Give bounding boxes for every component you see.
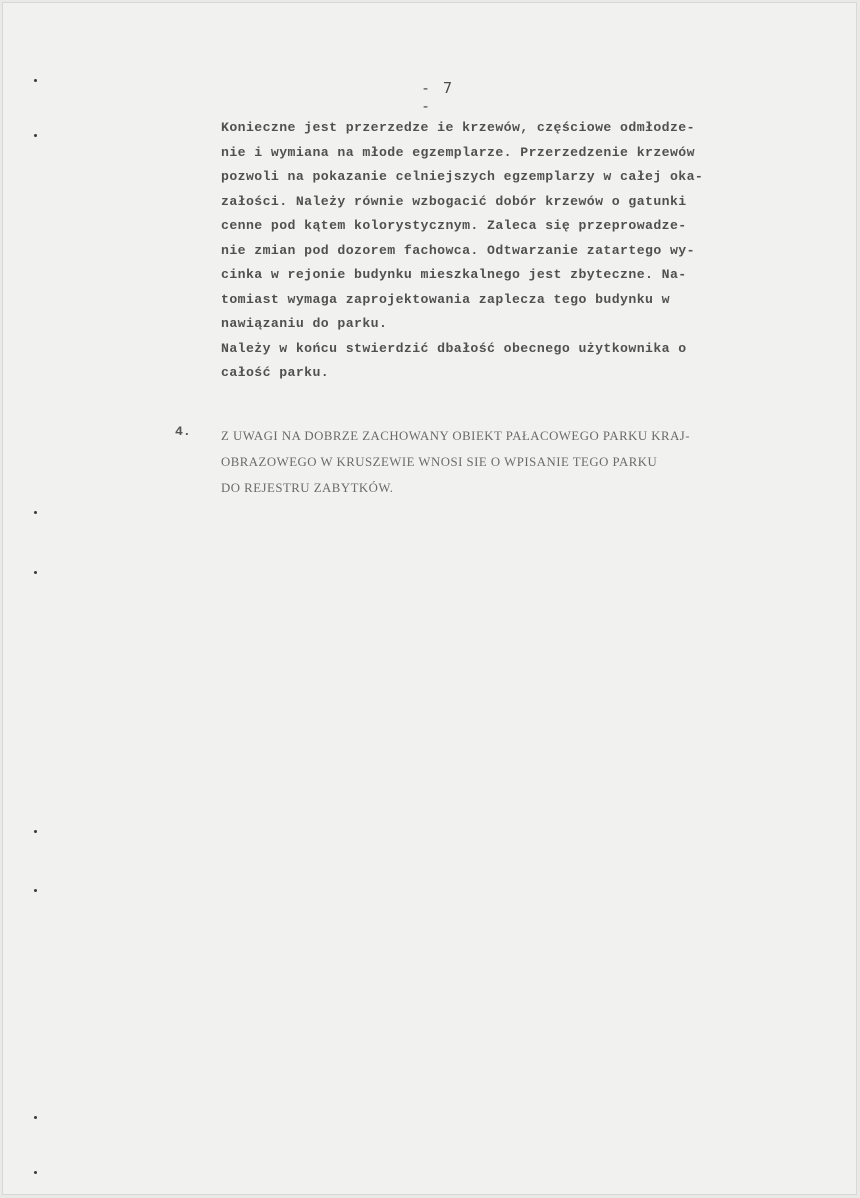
margin-dot xyxy=(34,571,37,574)
text-line: DO REJESTRU ZABYTKÓW. xyxy=(221,481,394,495)
document-page xyxy=(2,2,857,1195)
item-text xyxy=(221,423,846,501)
text-line: tomiast wymaga zaprojektowania zaplecza tego budynku w xyxy=(221,291,670,307)
text-line: całość parku. xyxy=(221,365,330,380)
item-number: 4. xyxy=(175,424,191,439)
margin-dot xyxy=(34,830,37,833)
text-line: cenne pod kątem kolorystycznym. Zaleca się przeprowadze- xyxy=(221,218,687,233)
text-line: Z UWAGI NA DOBRZE ZACHOWANY OBIEKT PAŁACOWEGO PARKU KRAJ- xyxy=(221,429,691,443)
section-text xyxy=(221,116,846,386)
text-line: nie i wymiana na młode egzemplarze. Przerzedzenie krzewów xyxy=(221,144,695,160)
margin-dot xyxy=(34,134,37,137)
text-line: Należy w końcu stwierdzić dbałość obecnego użytkownika o xyxy=(221,340,687,356)
text-line: pozwoli na pokazanie celniejszych egzemplarzy w całej oka- xyxy=(221,169,704,184)
margin-dot xyxy=(34,79,37,82)
text-line: nawiązaniu do parku. xyxy=(221,316,388,331)
margin-dot xyxy=(34,1116,37,1119)
page-number: - 7 - xyxy=(421,79,455,115)
margin-dot xyxy=(34,511,37,514)
text-line: nie zmian pod dozorem fachowca. Odtwarzanie zatartego wy- xyxy=(221,242,695,258)
margin-dot xyxy=(34,1171,37,1174)
text-line: cinka w rejonie budynku mieszkalnego jest zbyteczne. Na- xyxy=(221,267,687,282)
text-line: załości. Należy równie wzbogacić dobór krzewów o gatunki xyxy=(221,193,687,209)
text-line: OBRAZOWEGO W KRUSZEWIE WNOSI SIE O WPISANIE TEGO PARKU xyxy=(221,455,658,469)
text-line: Konieczne jest przerzedze ie krzewów, częściowe odmłodze- xyxy=(221,120,695,135)
margin-dot xyxy=(34,889,37,892)
